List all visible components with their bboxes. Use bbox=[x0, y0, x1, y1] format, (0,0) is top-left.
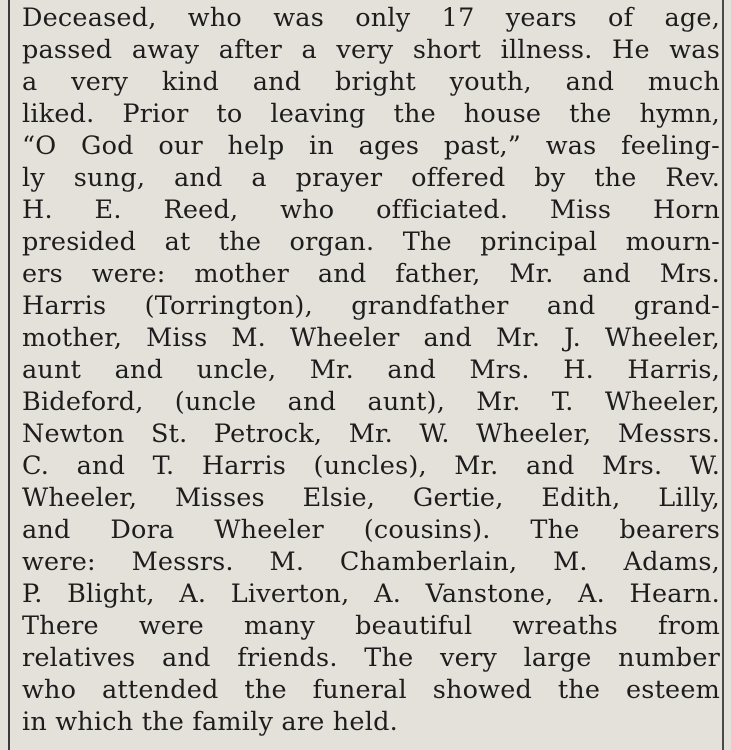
text-line: C. and T. Harris (uncles), Mr. and Mrs. W. bbox=[22, 451, 720, 481]
text-line: presided at the organ. The principal mourn- bbox=[22, 227, 720, 257]
text-line: liked. Prior to leaving the house the hymn, bbox=[22, 99, 720, 129]
text-line: passed away after a very short illness. He was bbox=[22, 35, 720, 65]
text-line: a very kind and bright youth, and much bbox=[22, 67, 720, 97]
text-line: in which the family are held. bbox=[22, 707, 398, 737]
text-line: “O God our help in ages past,” was feeling- bbox=[22, 131, 720, 161]
column-rule-left bbox=[8, 0, 10, 750]
text-line: H. E. Reed, who officiated. Miss Horn bbox=[22, 195, 720, 225]
text-line: Deceased, who was only 17 years of age, bbox=[22, 3, 720, 33]
text-line: Newton St. Petrock, Mr. W. Wheeler, Messrs. bbox=[22, 419, 720, 449]
text-line: There were many beautiful wreaths from bbox=[22, 611, 720, 641]
text-line: aunt and uncle, Mr. and Mrs. H. Harris, bbox=[22, 355, 720, 385]
text-line: and Dora Wheeler (cousins). The bearers bbox=[22, 515, 720, 545]
text-line: Harris (Torrington), grandfather and grand- bbox=[22, 291, 720, 321]
text-line: ly sung, and a prayer offered by the Rev. bbox=[22, 163, 720, 193]
text-line: ers were: mother and father, Mr. and Mrs. bbox=[22, 259, 720, 289]
text-line: Wheeler, Misses Elsie, Gertie, Edith, Lilly, bbox=[22, 483, 720, 513]
column-rule-right bbox=[722, 0, 724, 750]
text-line: were: Messrs. M. Chamberlain, M. Adams, bbox=[22, 547, 720, 577]
text-line: relatives and friends. The very large number bbox=[22, 643, 720, 673]
text-line: mother, Miss M. Wheeler and Mr. J. Wheeler, bbox=[22, 323, 720, 353]
text-line: Bideford, (uncle and aunt), Mr. T. Wheeler, bbox=[22, 387, 720, 417]
article-text bbox=[22, 2, 722, 738]
text-line: who attended the funeral showed the esteem bbox=[22, 675, 720, 705]
text-line: P. Blight, A. Liverton, A. Vanstone, A. Hearn. bbox=[22, 579, 720, 609]
